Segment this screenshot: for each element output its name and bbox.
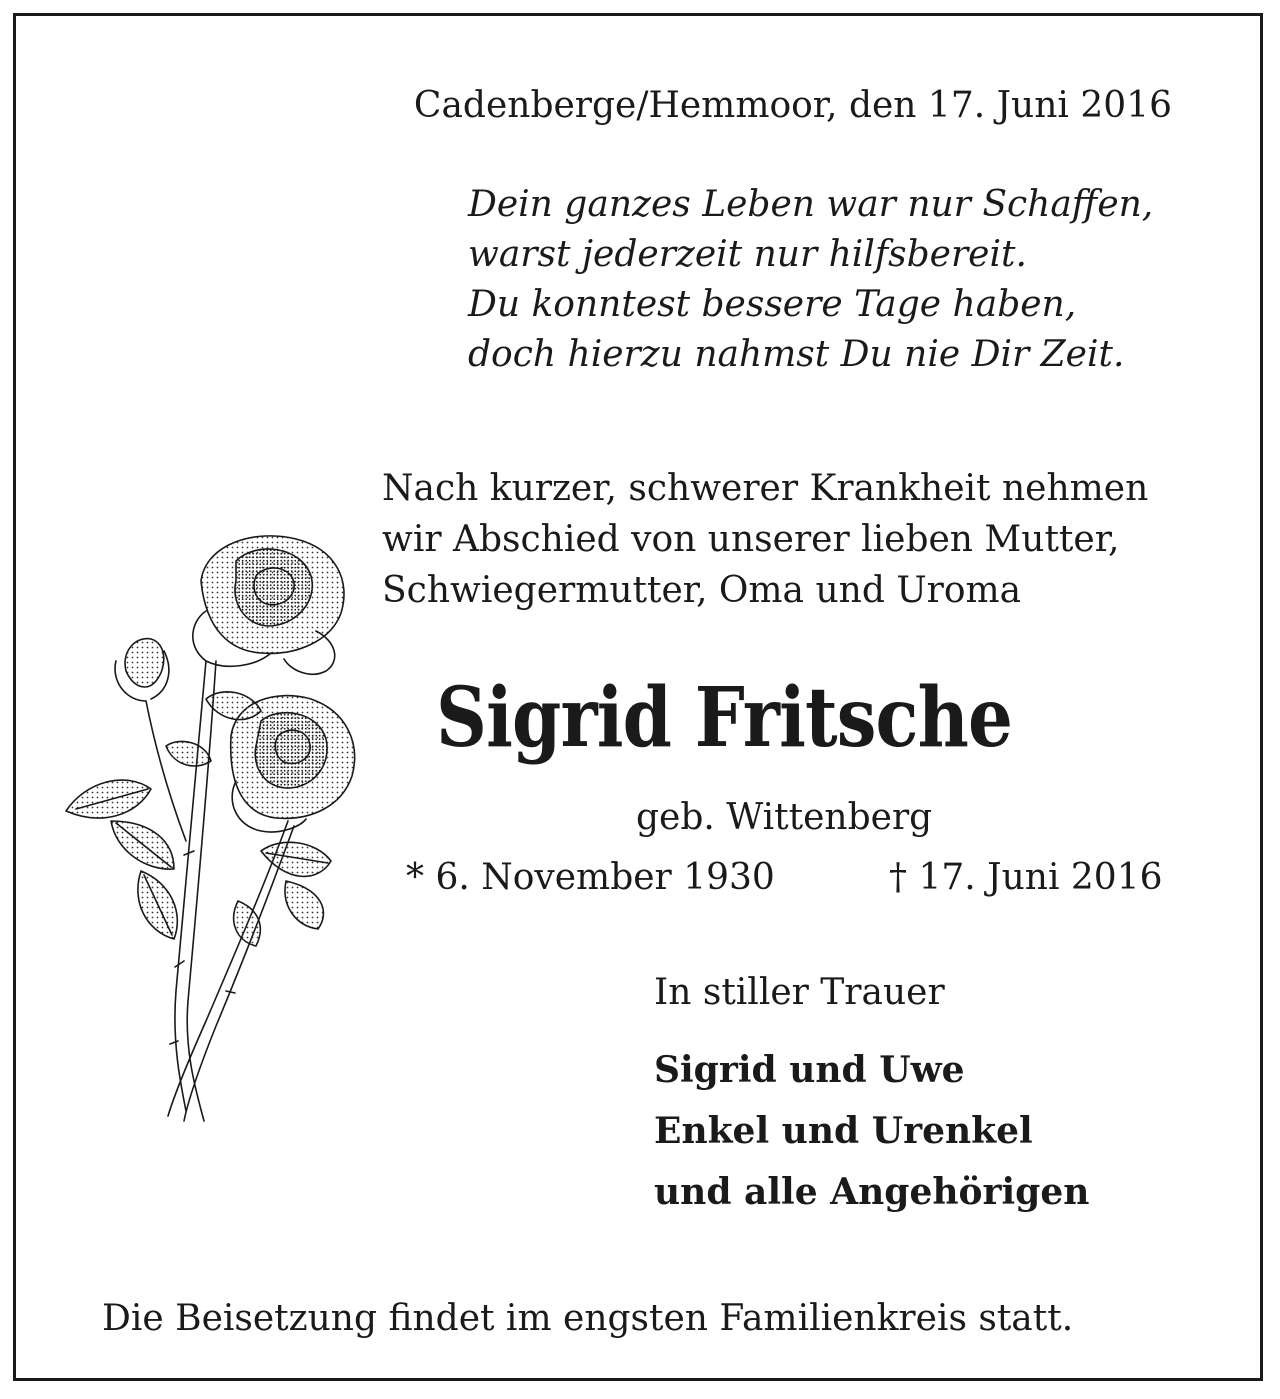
poem-line: doch hierzu nahmst Du nie Dir Zeit.	[468, 334, 1125, 375]
roses-illustration-icon	[56, 521, 386, 1131]
mourner: und alle Angehörigen	[654, 1171, 1090, 1213]
poem-line: Du konntest bessere Tage haben,	[468, 284, 1077, 325]
intro-line: Schwiegermutter, Oma und Uroma	[382, 570, 1022, 611]
intro-line: wir Abschied von unserer lieben Mutter,	[382, 519, 1120, 560]
mourning-line: In stiller Trauer	[654, 972, 945, 1013]
maiden-name: geb. Wittenberg	[636, 797, 933, 838]
death-date: † 17. Juni 2016	[889, 857, 1163, 898]
place-date: Cadenberge/Hemmoor, den 17. Juni 2016	[413, 85, 1172, 126]
birth-date: * 6. November 1930	[406, 857, 775, 898]
intro-line: Nach kurzer, schwerer Krankheit nehmen	[382, 468, 1149, 509]
funeral-note: Die Beisetzung findet im engsten Familienkreis statt.	[102, 1298, 1074, 1339]
poem-line: Dein ganzes Leben war nur Schaffen,	[468, 184, 1154, 225]
mourners-list	[654, 1040, 1089, 1223]
notice-frame	[13, 13, 1263, 1381]
mourner: Enkel und Urenkel	[654, 1110, 1033, 1152]
intro-text	[382, 463, 1148, 616]
poem-line: warst jederzeit nur hilfsbereit.	[468, 234, 1027, 275]
poem	[468, 180, 1153, 380]
deceased-name: Sigrid Fritsche	[436, 670, 1013, 766]
mourner: Sigrid und Uwe	[654, 1049, 965, 1091]
